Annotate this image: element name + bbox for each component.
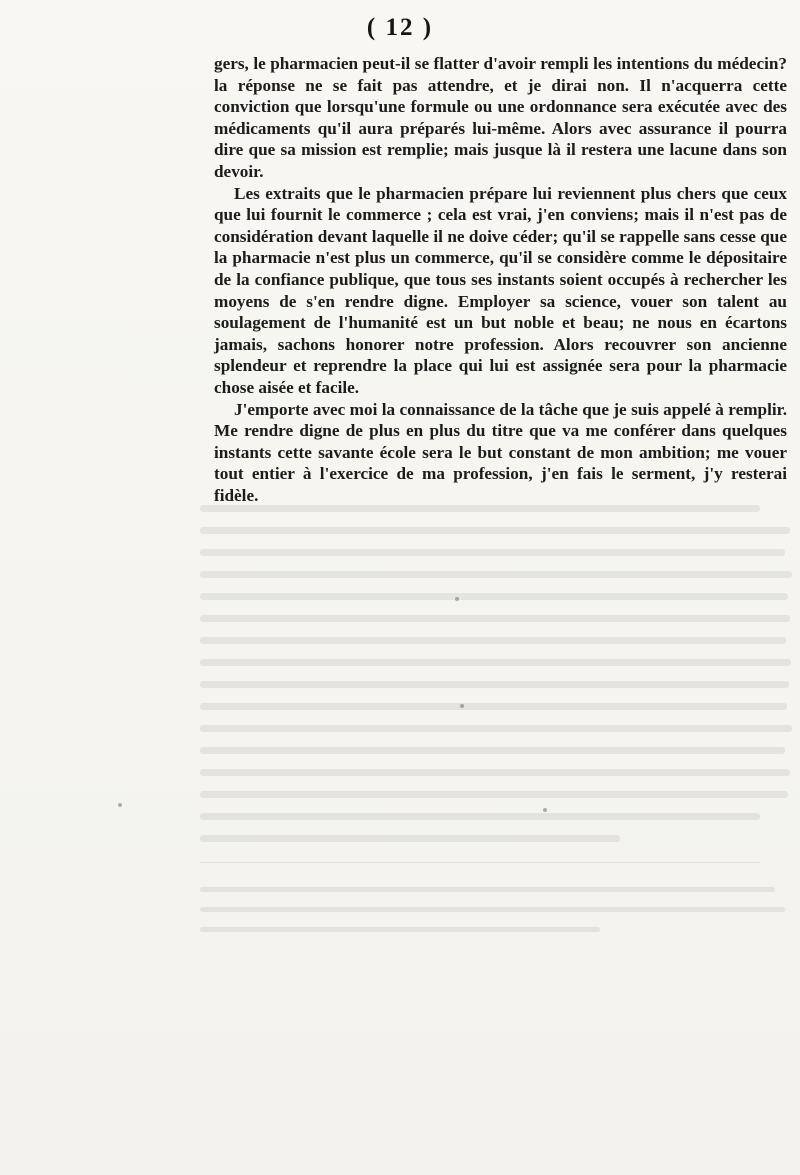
ink-spot [460,704,464,708]
ink-spot [543,808,547,812]
page-number: ( 12 ) [366,14,434,41]
paragraph-2: Les extraits que le pharmacien prépare lui reviennent plus chers que ceux que lui fournit le commerce ; cela est vrai, j'en conviens; mais il n'est pas de considération devant laquelle il ne doive céder; qu'il se rappelle sans cesse que la pharmacie n'est plus un commerce, qu'il se considère comme le dépositaire de la confiance publique, que tous ses instants soient occupés à rechercher les moyens de s'en rendre digne. Employer sa science, vouer son talent au soulagement de l'humanité est un but noble et beau; ne nous en écartons jamais, sachons honorer notre profession. Alors recouvrer son ancienne splendeur et reprendre la place qui lui est assignée sera pour la pharmacie chose aisée et facile. [214,183,787,397]
bleed-through-texture [200,505,800,1005]
paragraph-1: gers, le pharmacien peut-il se flatter d'avoir rempli les intentions du médecin? la réponse ne se fait pas attendre, et je dirai non. Il n'acquerra cette conviction que lorsqu'une formule ou une ordonnance sera exécutée avec des médicaments qu'il aura préparés lui-même. Alors avec assurance il pourra dire que sa mission est remplie; mais jusque là il restera une lacune dans son devoir. [214,54,787,181]
paragraph-3: J'emporte avec moi la connaissance de la tâche que je suis appelé à remplir. Me rendre digne de plus en plus du titre que va me conférer dans quelques instants cette savante école sera le but constant de mon ambition; me vouer tout entier à l'exercice de ma profession, j'en fais le serment, j'y resterai fidèle. [214,399,787,505]
ink-spot [455,597,459,601]
ink-spot [118,803,122,807]
body-text [214,53,787,506]
